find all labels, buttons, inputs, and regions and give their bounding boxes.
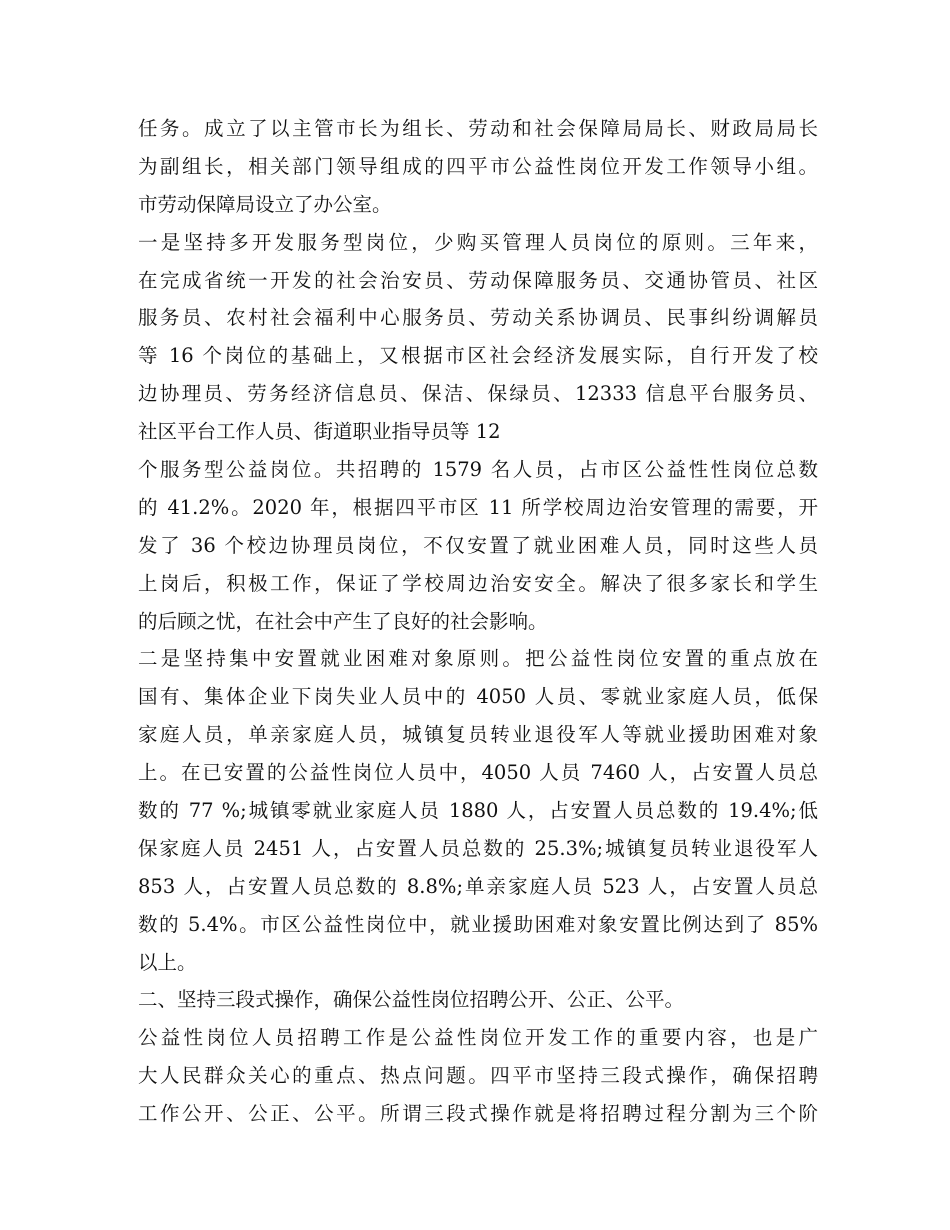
text-line: 任务。成立了以主管市长为组长、劳动和社会保障局局长、财政局局长 xyxy=(138,117,818,140)
text-line: 服务员、农村社会福利中心服务员、劳动关系协调员、民事纠纷调解员 xyxy=(138,306,818,330)
text-line: 的 41.2%。2020 年，根据四平市区 11 所学校周边治安管理的需要，开 xyxy=(138,495,818,519)
text-line: 社区平台工作人员、街道职业指导员等 12 xyxy=(138,420,501,444)
text-line: 等 16 个岗位的基础上，又根据市区社会经济发展实际，自行开发了校 xyxy=(138,344,818,368)
text-line: 国有、集体企业下岗失业人员中的 4050 人员、零就业家庭人员，低保 xyxy=(138,685,818,709)
text-line: 个服务型公益岗位。共招聘的 1579 名人员，占市区公益性性岗位总数 xyxy=(138,458,818,482)
text-line: 公益性岗位人员招聘工作是公益性岗位开发工作的重要内容，也是广 xyxy=(138,1026,818,1050)
text-line: 保家庭人员 2451 人，占安置人员总数的 25.3%;城镇复员转业退役军人 xyxy=(138,836,818,860)
text-line: 上岗后，积极工作，保证了学校周边治安安全。解决了很多家长和学生 xyxy=(138,571,818,595)
text-line: 市劳动保障局设立了办公室。 xyxy=(138,192,392,216)
text-line: 家庭人员，单亲家庭人员，城镇复员转业退役军人等就业援助困难对象 xyxy=(138,723,818,747)
text-line: 边协理员、劳务经济信息员、保洁、保绿员、12333 信息平台服务员、 xyxy=(138,382,818,406)
text-line: 的后顾之忧，在社会中产生了良好的社会影响。 xyxy=(138,609,548,633)
text-line: 数的 77 %;城镇零就业家庭人员 1880 人，占安置人员总数的 19.4%;低 xyxy=(138,799,818,823)
text-line: 上。在已安置的公益性岗位人员中，4050 人员 7460 人，占安置人员总 xyxy=(138,761,818,785)
text-line: 二、坚持三段式操作，确保公益性岗位招聘公开、公正、公平。 xyxy=(138,988,685,1012)
document-body xyxy=(138,110,818,1133)
text-line: 工作公开、公正、公平。所谓三段式操作就是将招聘过程分割为三个阶 xyxy=(138,1102,818,1126)
text-line: 一是坚持多开发服务型岗位，少购买管理人员岗位的原则。三年来， xyxy=(138,230,818,254)
text-line: 数的 5.4%。市区公益性岗位中，就业援助困难对象安置比例达到了 85% xyxy=(138,912,818,936)
text-line: 853 人，占安置人员总数的 8.8%;单亲家庭人员 523 人，占安置人员总 xyxy=(138,874,818,898)
text-line: 在完成省统一开发的社会治安员、劳动保障服务员、交通协管员、社区 xyxy=(138,268,818,292)
text-line: 为副组长，相关部门领导组成的四平市公益性岗位开发工作领导小组。 xyxy=(138,154,818,178)
text-line: 发了 36 个校边协理员岗位，不仅安置了就业困难人员，同时这些人员 xyxy=(138,533,818,557)
text-line: 二是坚持集中安置就业困难对象原则。把公益性岗位安置的重点放在 xyxy=(138,647,818,671)
text-line: 大人民群众关心的重点、热点问题。四平市坚持三段式操作，确保招聘 xyxy=(138,1064,818,1088)
text-line: 以上。 xyxy=(138,950,197,974)
